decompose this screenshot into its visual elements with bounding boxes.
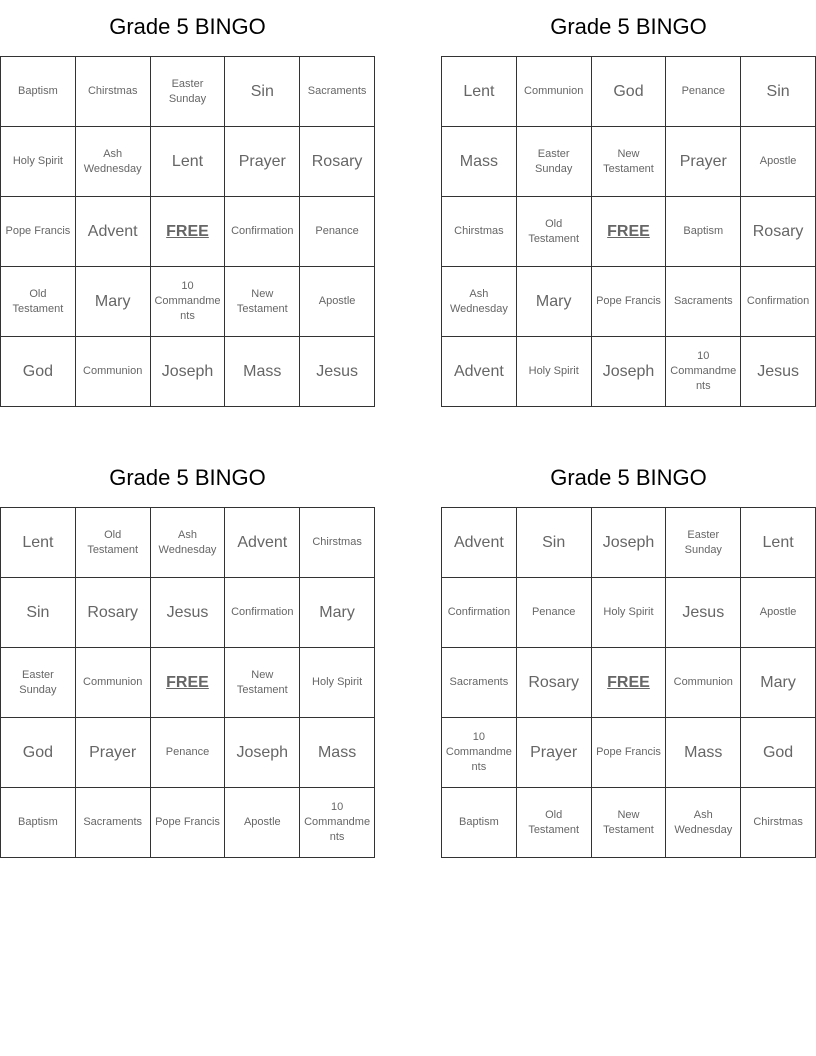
bingo-cell: Prayer	[517, 718, 592, 788]
bingo-cell: Chirstmas	[741, 788, 816, 858]
bingo-cell: Confirmation	[741, 267, 816, 337]
bingo-cell: 10 Commandments	[300, 788, 375, 858]
bingo-cell: Chirstmas	[76, 57, 151, 127]
bingo-cell: Apostle	[225, 788, 300, 858]
bingo-cell: Sin	[1, 578, 76, 648]
card-title: Grade 5 BINGO	[109, 465, 266, 490]
bingo-cell: Lent	[442, 57, 517, 127]
bingo-cell: Sin	[741, 57, 816, 127]
bingo-cell: Ash Wednesday	[442, 267, 517, 337]
bingo-card-2	[441, 12, 816, 392]
bingo-cell: Old Testament	[76, 508, 151, 578]
bingo-grid	[0, 56, 375, 407]
bingo-cell: Mass	[442, 127, 517, 197]
bingo-cell: Sin	[517, 508, 592, 578]
bingo-cell: Pope Francis	[151, 788, 226, 858]
bingo-cell: Baptism	[666, 197, 741, 267]
card-title: Grade 5 BINGO	[550, 14, 707, 39]
bingo-cell: Joseph	[225, 718, 300, 788]
bingo-cell: Mass	[666, 718, 741, 788]
bingo-cell: Easter Sunday	[151, 57, 226, 127]
bingo-cell: Holy Spirit	[592, 578, 667, 648]
bingo-cell: Prayer	[76, 718, 151, 788]
bingo-cell: Easter Sunday	[517, 127, 592, 197]
bingo-cell: Baptism	[1, 788, 76, 858]
bingo-cell: Joseph	[151, 337, 226, 407]
bingo-cell: Jesus	[741, 337, 816, 407]
bingo-cell: Jesus	[151, 578, 226, 648]
bingo-cell: Apostle	[741, 578, 816, 648]
bingo-cell: Sacraments	[300, 57, 375, 127]
bingo-cell: Mary	[76, 267, 151, 337]
bingo-cell: God	[1, 337, 76, 407]
bingo-cell: Penance	[517, 578, 592, 648]
bingo-cell: Prayer	[666, 127, 741, 197]
bingo-cell: Sacraments	[442, 648, 517, 718]
card-title: Grade 5 BINGO	[109, 14, 266, 39]
bingo-cell: Sacraments	[76, 788, 151, 858]
bingo-cell: Ash Wednesday	[666, 788, 741, 858]
bingo-cell: Baptism	[442, 788, 517, 858]
bingo-cell: Communion	[666, 648, 741, 718]
free-space-cell: FREE	[592, 197, 667, 267]
free-space-cell: FREE	[151, 648, 226, 718]
bingo-grid	[441, 507, 816, 858]
bingo-cell: Old Testament	[517, 788, 592, 858]
bingo-cell: Communion	[76, 648, 151, 718]
bingo-cell: Old Testament	[517, 197, 592, 267]
bingo-cell: Jesus	[666, 578, 741, 648]
bingo-cell: Sin	[225, 57, 300, 127]
bingo-cell: 10 Commandments	[442, 718, 517, 788]
bingo-cell: Pope Francis	[1, 197, 76, 267]
bingo-cell: Holy Spirit	[300, 648, 375, 718]
bingo-cell: Penance	[300, 197, 375, 267]
free-space-cell: FREE	[592, 648, 667, 718]
bingo-cell: Rosary	[76, 578, 151, 648]
bingo-cell: Old Testament	[1, 267, 76, 337]
bingo-cell: Lent	[1, 508, 76, 578]
bingo-cell: Communion	[517, 57, 592, 127]
bingo-cell: Chirstmas	[300, 508, 375, 578]
bingo-cell: Apostle	[741, 127, 816, 197]
bingo-cell: Pope Francis	[592, 718, 667, 788]
bingo-cell: Advent	[442, 337, 517, 407]
bingo-grid	[441, 56, 816, 407]
bingo-cell: God	[741, 718, 816, 788]
bingo-card-1	[0, 12, 375, 380]
bingo-cell: Penance	[151, 718, 226, 788]
bingo-cell: Advent	[442, 508, 517, 578]
bingo-cell: Rosary	[741, 197, 816, 267]
bingo-cell: Lent	[151, 127, 226, 197]
bingo-cell: Mary	[741, 648, 816, 718]
bingo-cell: Advent	[225, 508, 300, 578]
bingo-cell: Joseph	[592, 508, 667, 578]
bingo-cell: Mary	[300, 578, 375, 648]
bingo-cell: Joseph	[592, 337, 667, 407]
bingo-cell: Apostle	[300, 267, 375, 337]
bingo-cell: Advent	[76, 197, 151, 267]
bingo-cell: Confirmation	[225, 197, 300, 267]
bingo-cell: Penance	[666, 57, 741, 127]
bingo-cell: Ash Wednesday	[151, 508, 226, 578]
bingo-card-4	[441, 463, 816, 836]
bingo-cell: Confirmation	[442, 578, 517, 648]
bingo-cell: Holy Spirit	[517, 337, 592, 407]
bingo-cell: Ash Wednesday	[76, 127, 151, 197]
bingo-cell: Easter Sunday	[666, 508, 741, 578]
bingo-cell: Lent	[741, 508, 816, 578]
card-title: Grade 5 BINGO	[550, 465, 707, 490]
bingo-cell: God	[592, 57, 667, 127]
bingo-cell: New Testament	[592, 127, 667, 197]
bingo-cell: God	[1, 718, 76, 788]
bingo-cell: Baptism	[1, 57, 76, 127]
bingo-cell: Mass	[225, 337, 300, 407]
bingo-grid	[0, 507, 375, 858]
bingo-cell: Chirstmas	[442, 197, 517, 267]
bingo-cell: Easter Sunday	[1, 648, 76, 718]
bingo-cell: Mass	[300, 718, 375, 788]
bingo-cell: Rosary	[300, 127, 375, 197]
bingo-cell: Confirmation	[225, 578, 300, 648]
bingo-cell: Communion	[76, 337, 151, 407]
bingo-cell: Prayer	[225, 127, 300, 197]
bingo-cell: 10 Commandments	[151, 267, 226, 337]
bingo-cell: Holy Spirit	[1, 127, 76, 197]
bingo-cell: New Testament	[225, 267, 300, 337]
bingo-card-3	[0, 463, 375, 843]
free-space-cell: FREE	[151, 197, 226, 267]
bingo-cell: Pope Francis	[592, 267, 667, 337]
bingo-cell: Sacraments	[666, 267, 741, 337]
bingo-cell: New Testament	[225, 648, 300, 718]
bingo-cell: Rosary	[517, 648, 592, 718]
bingo-cell: Mary	[517, 267, 592, 337]
bingo-cell: 10 Commandments	[666, 337, 741, 407]
bingo-cell: Jesus	[300, 337, 375, 407]
bingo-cell: New Testament	[592, 788, 667, 858]
